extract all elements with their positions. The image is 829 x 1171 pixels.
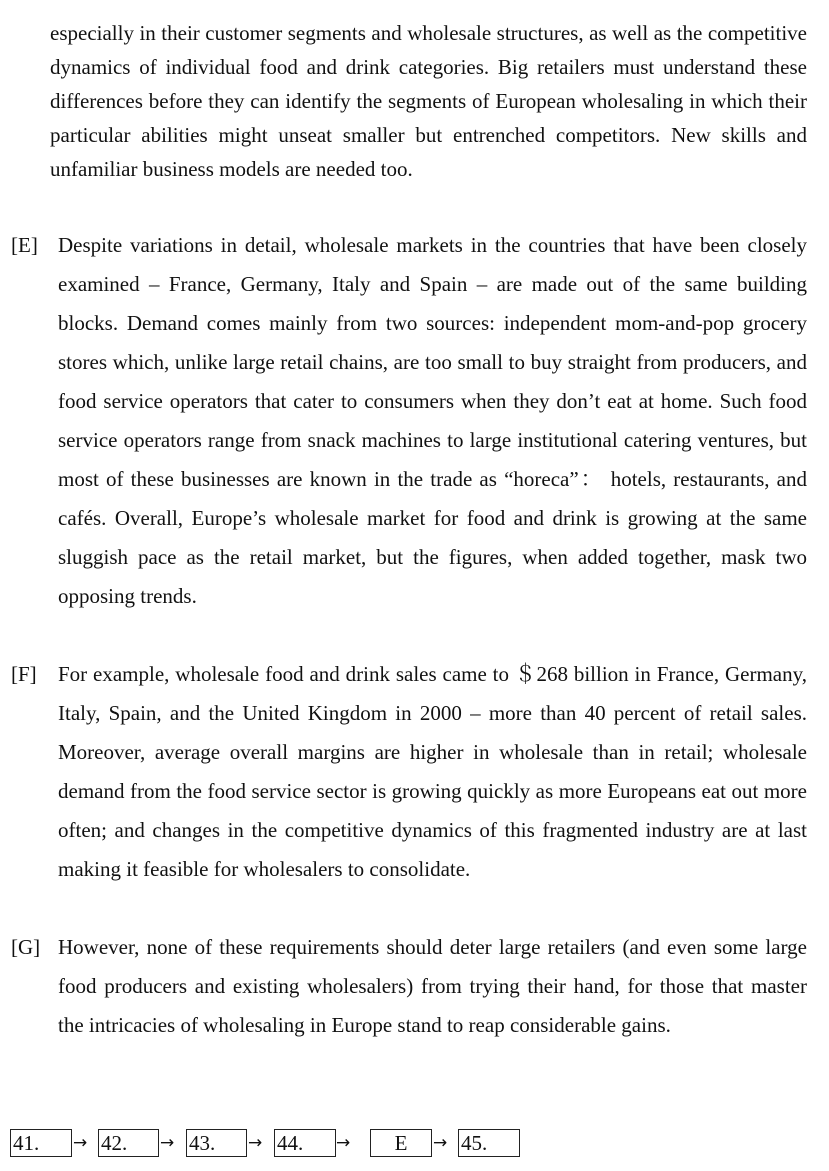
arrow-icon: → [248,1133,263,1153]
paragraph-text: Despite variations in detail, wholesale markets in the countries that have been closely examined – France, Germany, Italy and Spain – are made out of the same building blocks. Demand comes mainly from two sources: independent mom-and-pop grocery stores which, unlike large retail chains, are too small to buy straight from producers, and food service operators that cater to consumers when they don’t eat at home. Such food service operators range from snack machines to large institutional catering ventures, but most of these businesses are known in the trade as “horeca”： hotels, restaurants, and cafés. Overall, Europe’s wholesale market for food and drink is growing at the same sluggish pace as the retail market, but the figures, when added together, mask two opposing trends. [58,233,807,608]
answer-box-e: E [370,1129,432,1157]
answer-box-45[interactable]: 45. [458,1129,520,1157]
intro-paragraph: especially in their customer segments and wholesale structures, as well as the competitive dynamics of individual food and drink categories. Big retailers must understand these differences before they can identify the segments of European wholesaling in which their particular abilities might unseat smaller but entrenched competitors. New skills and unfamiliar business models are needed too. [50,21,807,181]
paragraph-f [11,655,807,889]
paragraph-text: For example, wholesale food and drink sales came to ＄268 billion in France, Germany, Italy, Spain, and the United Kingdom in 2000 – more than 40 percent of retail sales. Moreover, average overall margins are higher in wholesale than in retail; wholesale demand from the food service sector is growing quickly as more Europeans eat out more often; and changes in the competitive dynamics of this fragmented industry are at last making it feasible for wholesalers to consolidate. [58,662,807,881]
answer-box-43[interactable]: 43. [186,1129,247,1157]
paragraph-g [11,928,807,1045]
arrow-icon: → [73,1133,88,1153]
arrow-icon: → [433,1133,448,1153]
answer-box-42[interactable]: 42. [98,1129,159,1157]
paragraph-label: [F] [11,662,37,686]
arrow-icon: → [160,1133,175,1153]
answer-box-41[interactable]: 41. [10,1129,72,1157]
answer-sequence [10,1129,522,1158]
paragraph-e [11,226,807,616]
arrow-icon: → [336,1133,351,1153]
paragraph-label: [G] [11,935,41,959]
paragraph-label: [E] [11,233,38,257]
answer-box-44[interactable]: 44. [274,1129,336,1157]
paragraph-text: However, none of these requirements should deter large retailers (and even some large food producers and existing wholesalers) from trying their hand, for those that master the intricacies of wholesaling in Europe stand to reap considerable gains. [58,935,807,1037]
